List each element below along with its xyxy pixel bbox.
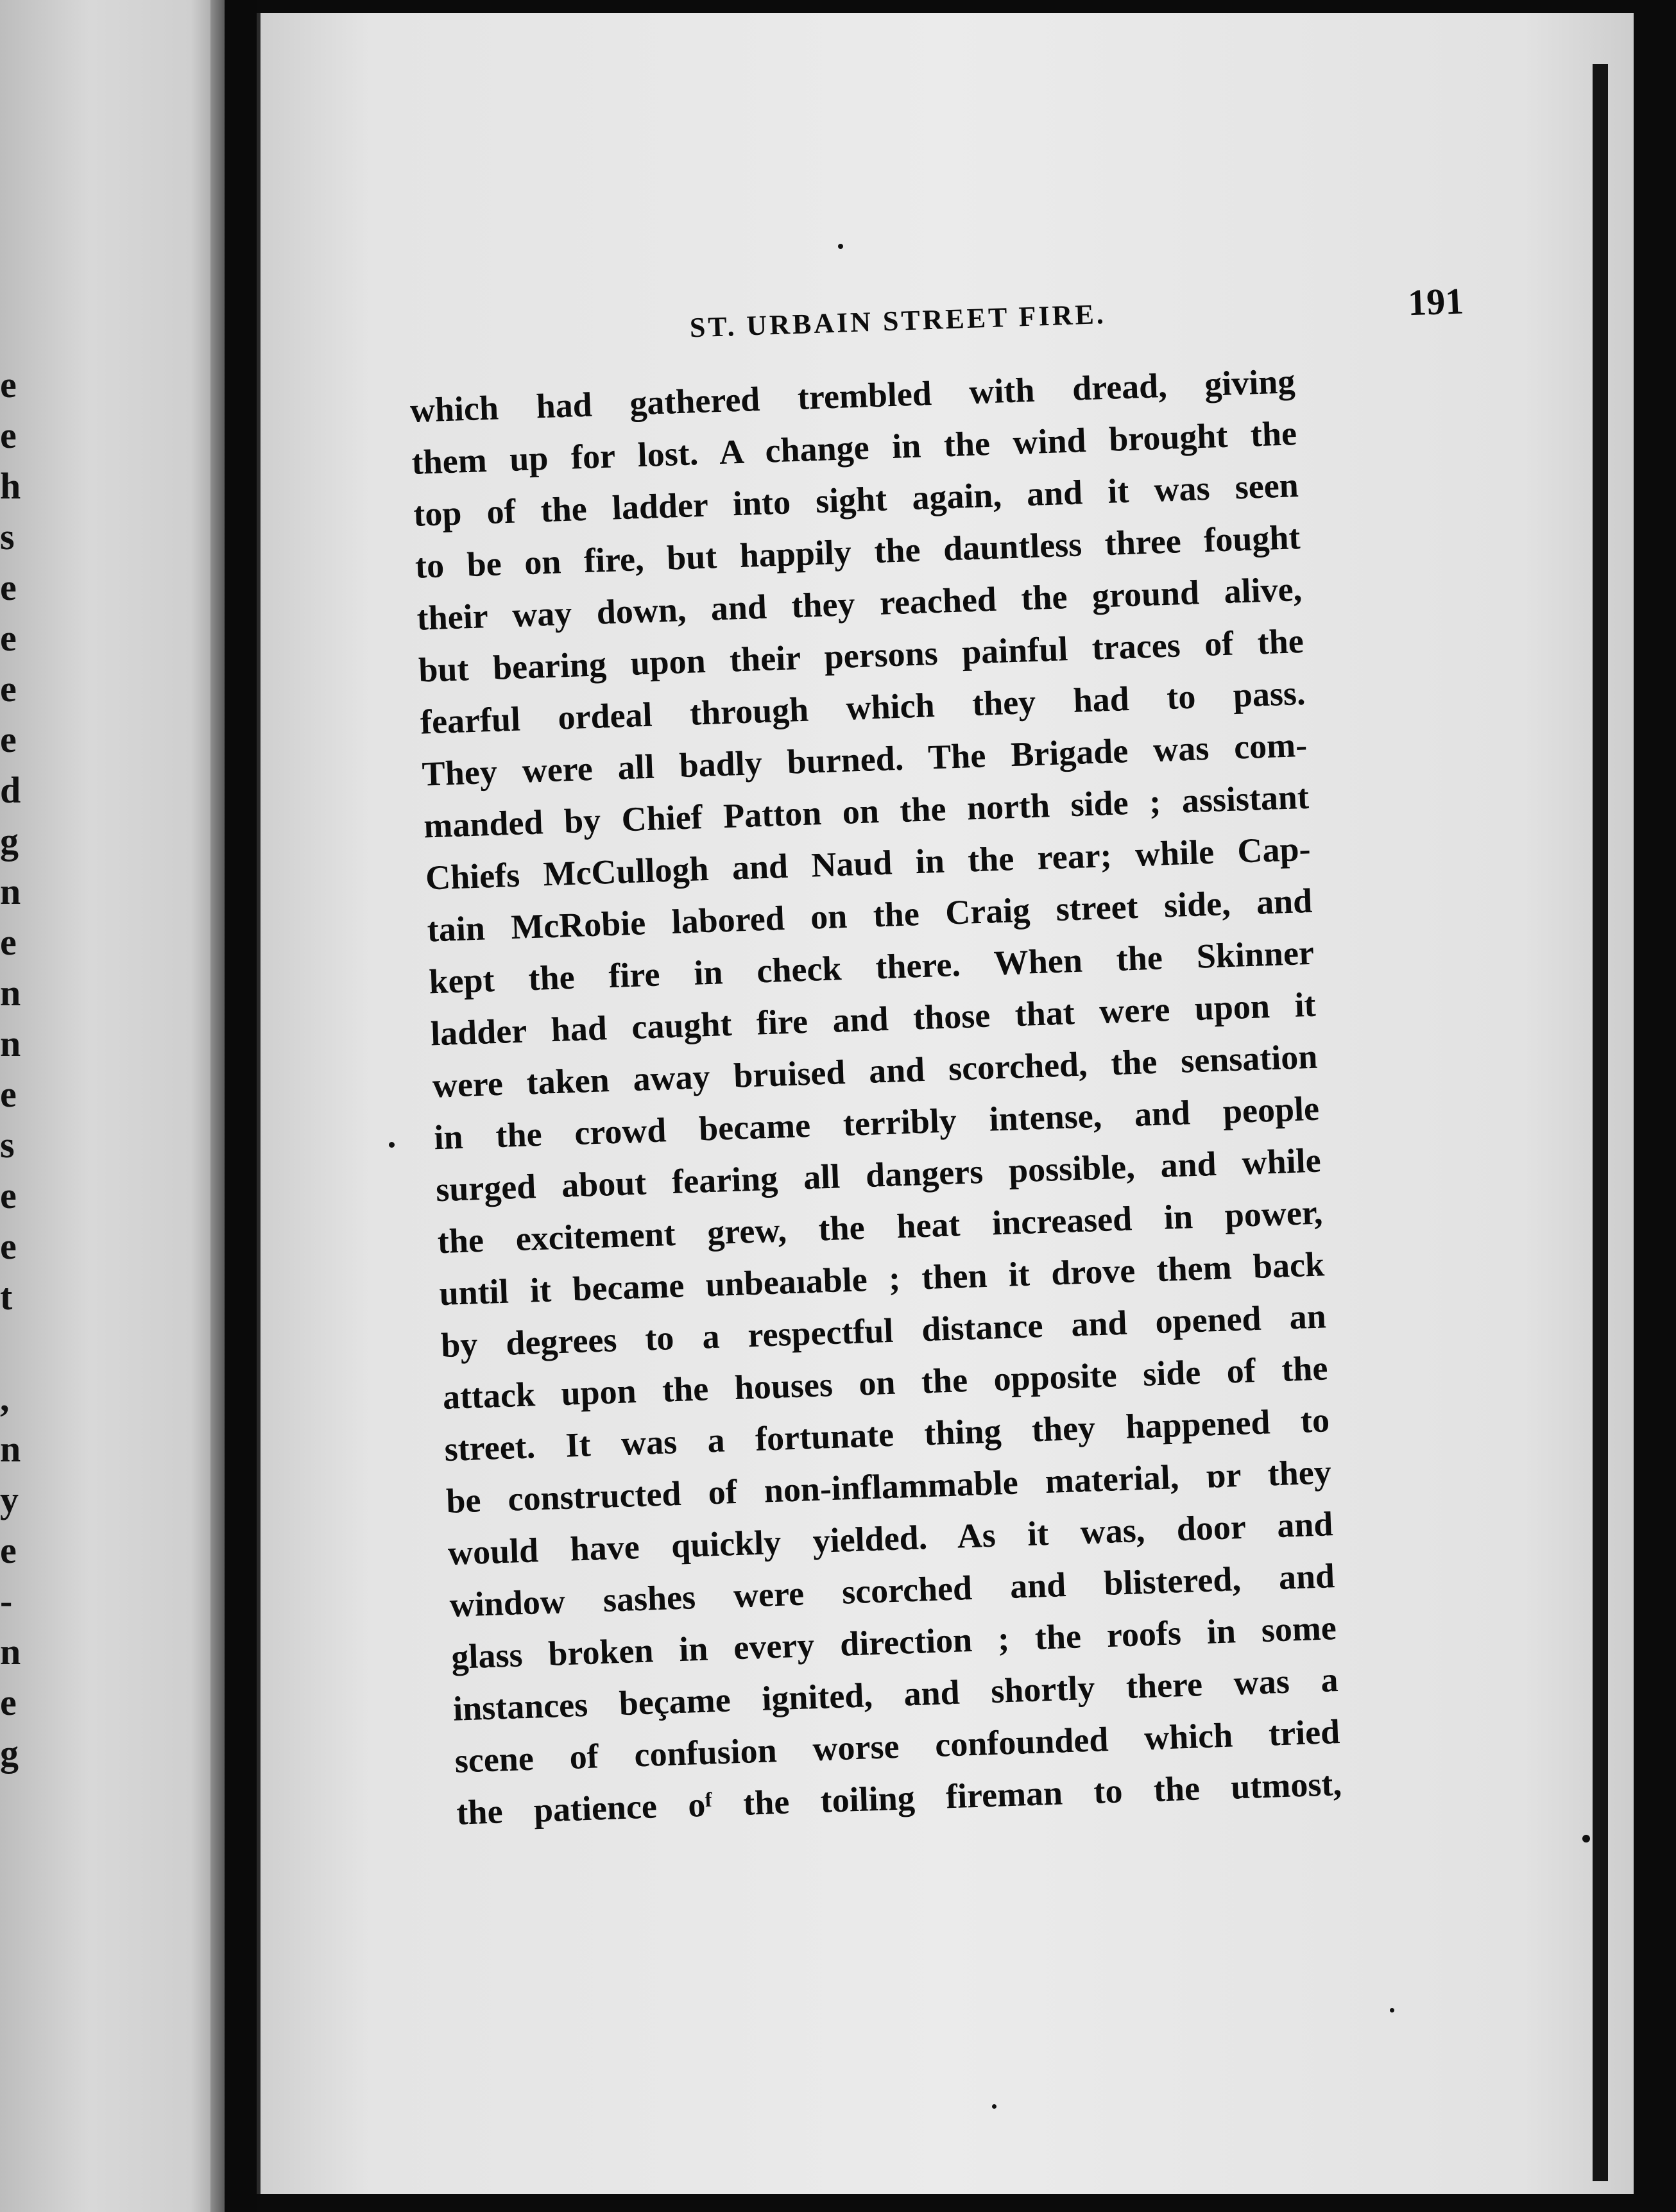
text-line: Chiefs McCullogh and Naud in the rear; while Cap- xyxy=(425,829,1312,898)
text-line: which had gathered trembled with dread, giving xyxy=(409,362,1296,430)
line-ending: n xyxy=(0,871,21,912)
line-ending: , xyxy=(0,1377,10,1419)
text-line: window sashes were scorched and blistered, and xyxy=(449,1556,1335,1624)
line-ending: e xyxy=(0,414,17,456)
scan-speck xyxy=(992,2104,996,2109)
line-ending: n xyxy=(0,1631,21,1672)
page-number: 191 xyxy=(1407,280,1465,324)
line-ending: h xyxy=(0,465,21,507)
line-ending: e xyxy=(0,364,17,405)
page-edge-shadow xyxy=(1593,64,1608,2181)
text-line: They were all badly burned. The Brigade was com- xyxy=(421,725,1308,794)
scan-speck xyxy=(838,244,843,249)
line-ending: e xyxy=(0,1073,17,1115)
running-title: ST. URBAIN STREET FIRE. xyxy=(689,298,1107,344)
text-line: but bearing upon their persons painful traces of the xyxy=(418,621,1304,690)
text-line: would have quickly yielded. As it was, door and xyxy=(447,1504,1334,1572)
scan-speck xyxy=(1390,2008,1394,2012)
book-spine xyxy=(225,0,257,2212)
text-line: tain McRobie labored on the Craig street side, and xyxy=(426,881,1313,949)
line-ending: - xyxy=(0,1580,13,1622)
line-ending: s xyxy=(0,516,15,557)
line-ending: e xyxy=(0,1175,17,1216)
line-ending: e xyxy=(0,719,17,760)
line-ending: e xyxy=(0,668,17,710)
left-facing-page xyxy=(0,0,225,2212)
text-line: to be on fire, but happily the dauntless three fought xyxy=(415,518,1301,586)
text-line: their way down, and they reached the ground alive, xyxy=(416,570,1303,638)
line-ending: y xyxy=(0,1479,19,1520)
text-line: fearful ordeal through which they had to pass. xyxy=(420,673,1306,742)
text-line: in the crowd became terribly intense, and people xyxy=(433,1089,1320,1157)
line-ending: e xyxy=(0,1225,17,1267)
line-ending: e xyxy=(0,1681,17,1723)
line-ending: t xyxy=(0,1276,13,1318)
left-page-gutter xyxy=(210,0,225,2212)
line-ending: d xyxy=(0,769,21,811)
body-text xyxy=(409,350,1522,1839)
scan-speck xyxy=(1582,1835,1590,1842)
line-ending: n xyxy=(0,1428,21,1470)
line-ending: e xyxy=(0,566,17,608)
text-line: top of the ladder into sight again, and it was seen xyxy=(413,466,1299,534)
text-line: until it became unbeaıable ; then it drove them back xyxy=(438,1245,1325,1313)
text-line: the patience oᶠ the toiling fireman to the utmost, xyxy=(456,1764,1342,1832)
line-ending: n xyxy=(0,972,21,1014)
line-ending: e xyxy=(0,921,17,963)
line-ending: e xyxy=(0,1529,17,1571)
text-line: them up for lost. A change in the wind brought the xyxy=(411,414,1297,482)
text-line: ladder had caught fire and those that were upon it xyxy=(430,985,1317,1053)
text-line: surged about fearing all dangers possible, and while xyxy=(435,1141,1322,1209)
right-page xyxy=(257,13,1634,2194)
page-text-block xyxy=(407,279,1522,1839)
line-ending: g xyxy=(0,1732,19,1774)
text-line: be constructed of non-inflammable material, ɒr they xyxy=(445,1452,1332,1520)
text-line: the excitement grew, the heat increased in power, xyxy=(436,1193,1324,1261)
line-ending: n xyxy=(0,1023,21,1064)
text-line: street. It was a fortunate thing they happened to xyxy=(443,1400,1330,1469)
line-ending: g xyxy=(0,820,19,862)
left-page-line-endings xyxy=(0,359,26,1778)
scan-speck xyxy=(389,1142,395,1148)
line-ending: s xyxy=(0,1124,15,1166)
text-line: manded by Chief Patton on the north side ; assistant xyxy=(423,777,1310,846)
text-line: kept the fire in check there. When the Skinner xyxy=(428,933,1315,1001)
text-line: by degrees to a respectful distance and opened an xyxy=(440,1297,1327,1365)
line-ending: e xyxy=(0,617,17,659)
text-line: attack upon the houses on the opposite side of the xyxy=(442,1348,1329,1417)
line-ending xyxy=(0,1322,26,1373)
text-line: glass broken in every direction ; the roofs in some xyxy=(450,1608,1337,1676)
text-line: were taken away bruised and scorched, the sensation xyxy=(431,1037,1319,1105)
text-line: scene of confusion worse confounded which tried xyxy=(454,1712,1341,1780)
text-line: instances beçame ignited, and shortly there was a xyxy=(452,1660,1339,1728)
